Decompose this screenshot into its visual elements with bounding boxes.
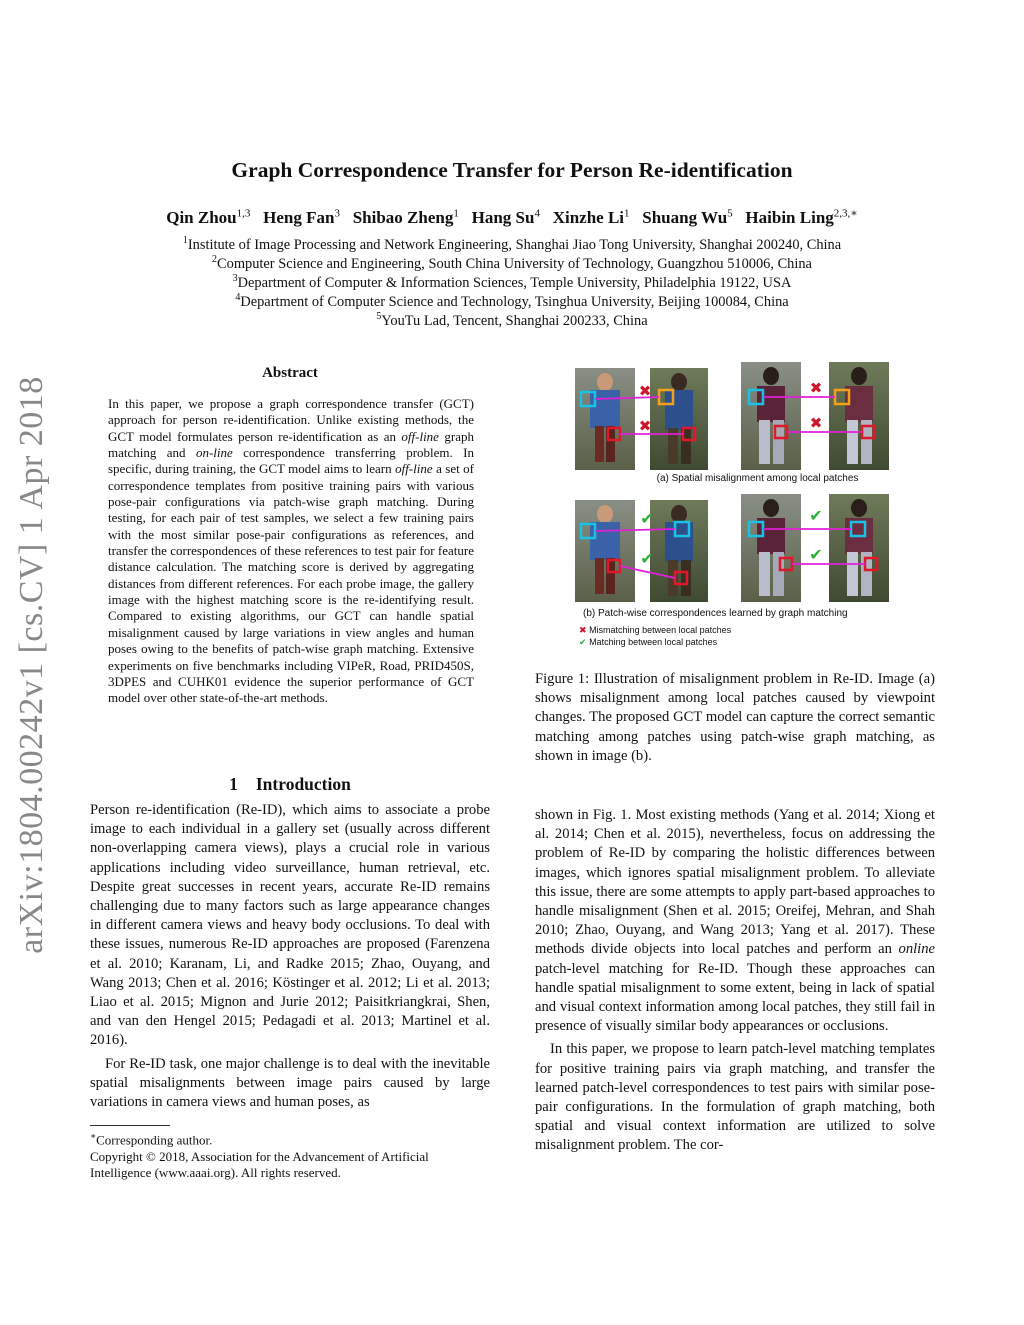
- affiliation: $^2$Computer Science and Engineering, South China University of Technology, Guangzhou 510006, China: [212, 254, 812, 272]
- affiliation: $^4$Department of Computer Science and Technology, Tsinghua University, Beijing 100084, China: [235, 292, 789, 310]
- mismatch-icon: ✖: [638, 418, 652, 435]
- footnote-copyright: Copyright © 2018, Association for the Advancement of Artificial Intelligence (www.aaai.org). All rights reserved.: [90, 1148, 429, 1181]
- figure-1-illustration: [575, 360, 940, 610]
- match-icon: ✔: [640, 551, 654, 568]
- author: Haibin Ling$^{2,3,∗}$: [745, 207, 858, 227]
- paragraph: In this paper, we propose to learn patch-level matching templates for positive training pairs via graph matching, and transfer the learned patch-level correspondences to test pairs with similar pose-pair configurations. In the formulation of graph matching, both spatial and visual context information are utilized to solve misalignment problem. The cor-: [535, 1041, 935, 1154]
- photo-pair-b2: [741, 494, 889, 602]
- paper-title: Graph Correspondence Transfer for Person Re-identification: [231, 158, 793, 182]
- paragraph: For Re-ID task, one major challenge is to deal with the inevitable spatial misalignments between image pairs caused by large variations in camera views and human poses, as: [90, 1055, 490, 1111]
- mismatch-icon: ✖: [638, 383, 652, 400]
- mismatch-icon: ✖: [809, 380, 823, 397]
- figure-subcaption-a: (a) Spatial misalignment among local patches: [656, 473, 859, 484]
- legend-mismatch: ✖ Mismatching between local patches: [579, 625, 732, 635]
- author: Shuang Wu$^5$: [642, 207, 733, 227]
- legend-match: ✔ Matching between local patches: [579, 637, 718, 647]
- paragraph: Person re-identification (Re-ID), which aims to associate a probe image to each individual in a gallery set (usually across different non-overlapping camera views), plays a crucial role in various applications including video surveillance, human retrieval, etc. Despite great successes in recent years, accurate Re-ID remains challenging due to many factors such as large appearance changes in different camera views and heavy body occlusions. To deal with these issues, numerous Re-ID approaches are proposed (Farenzena et al. 2010; Karanam, Li, and Radke 2015; Zhao, Ouyang, and Wang 2013; Chen et al. 2016; Köstinger et al. 2012; Li et al. 2013; Liao et al. 2015; Mignon and Jurie 2012; Paisitkriangkrai, Shen, and van den Hengel 2015; Pedagadi et al. 2013; Martinel et al. 2016).: [90, 802, 490, 1049]
- figure-1-caption: Figure 1: Illustration of misalignment problem in Re-ID. Image (a) shows misalignment among local patches caused by viewpoint changes. The proposed GCT model can capture the correct semantic matching among patches using patch-wise graph matching, as shown in image (b).: [535, 671, 935, 764]
- mismatch-icon: ✖: [809, 415, 823, 432]
- section-heading-introduction: 1 Introduction: [229, 774, 351, 794]
- photo-pair-b1: [575, 500, 708, 602]
- paragraph: shown in Fig. 1. Most existing methods (Yang et al. 2014; Xiong et al. 2014; Chen et al. 2015), nevertheless, focus on addressing the problem of Re-ID by comparing the holistic differences between images, which ignores spatial misalignment problem. To alleviate this issue, there are some attempts to apply part-based approaches to handle misalignment (Shen et al. 2015; Oreifej, Mehran, and Shah 2010; Zhao, Ouyang, and Wang 2013; Yang et al. 2017). These methods divide objects into local patches and perform an online patch-level matching for Re-ID. Though these approaches can handle spatial misalignment to some extent, being in lack of spatial and visual context information among local patches, they still fail in presence of visually similar body appearances or occlusions.: [535, 807, 935, 1035]
- figure-subcaption-b: (b) Patch-wise correspondences learned by graph matching: [583, 608, 848, 619]
- figure-1: [575, 360, 940, 655]
- right-column-body: [535, 806, 935, 1156]
- affiliation: $^1$Institute of Image Processing and Network Engineering, Shanghai Jiao Tong University, Shanghai 200240, China: [182, 235, 842, 253]
- abstract-heading: Abstract: [262, 365, 318, 381]
- author-list: [0, 206, 1024, 228]
- author: Heng Fan$^3$: [263, 207, 340, 227]
- photo-pair-a2: [741, 362, 889, 470]
- mismatch-icon: ✖: [579, 625, 587, 635]
- author: Shibao Zheng$^1$: [352, 207, 459, 227]
- author: Qin Zhou$^{1,3}$: [166, 207, 251, 227]
- intro-body: [90, 801, 490, 1112]
- footnote-rule: [90, 1125, 170, 1126]
- match-icon: ✔: [640, 511, 654, 528]
- abstract-text: In this paper, we propose a graph correspondence transfer (GCT) approach for person re-identification. Unlike existing methods, the GCT model formulates person re-identification as an off-line graph matching and on-line correspondence transferring problem. In specific, during training, the GCT model aims to learn off-line a set of correspondence templates from positive training pairs with various pose-pair configurations via patch-wise graph matching. During testing, for each pair of test samples, we select a few training pairs with the most similar pose-pair configurations as references, and transfer the correspondences of these references to test pair for feature distance calculation. The matching score is derived by aggregating distances from different references. For each probe image, the gallery image with the highest matching score is the re-identifying result. Compared to existing algorithms, our GCT can handle spatial misalignment caused by large variations in view angles and human poses owing to the benefits of patch-wise graph matching. Extensive experiments on five benchmarks including VIPeR, Road, PRID450S, 3DPES and CUHK01 evidence the superior performance of GCT model over other state-of-the-art methods.: [108, 396, 474, 706]
- author: Hang Su$^4$: [471, 207, 540, 227]
- affiliation: $^5$YouTu Lad, Tencent, Shanghai 200233, China: [376, 311, 648, 329]
- photo-pair-a1: [575, 368, 708, 470]
- author: Xinzhe Li$^1$: [552, 207, 630, 227]
- footnotes: [90, 1128, 490, 1182]
- footnote-corresponding: ∗Corresponding author.: [90, 1131, 213, 1148]
- affiliation: $^3$Department of Computer & Information Sciences, Temple University, Philadelphia 19122, USA: [232, 273, 792, 291]
- match-icon: ✔: [809, 508, 823, 525]
- match-icon: ✔: [809, 547, 823, 564]
- match-icon: ✔: [579, 637, 587, 647]
- arxiv-stamp: arXiv:1804.00242v1 [cs.CV] 1 Apr 2018: [13, 376, 50, 954]
